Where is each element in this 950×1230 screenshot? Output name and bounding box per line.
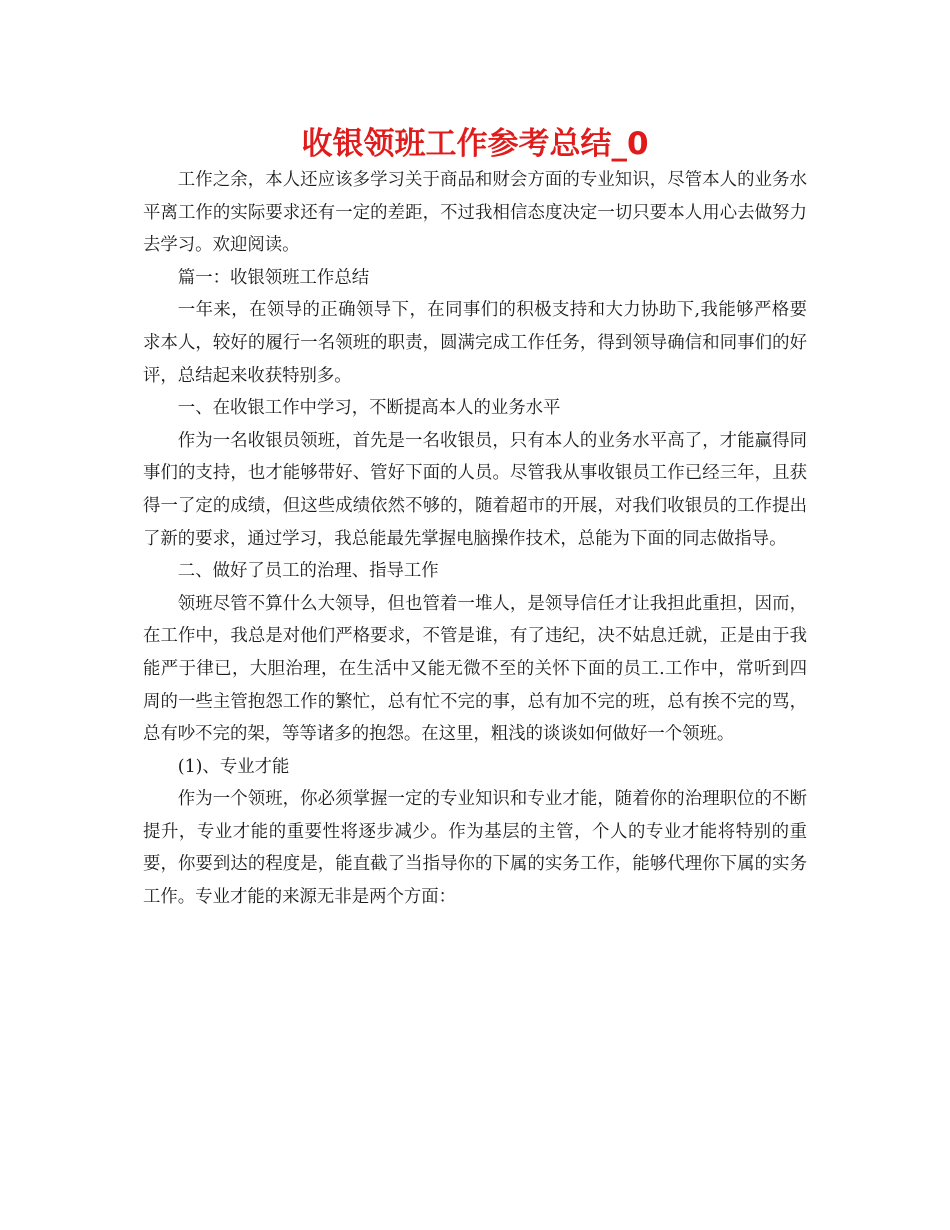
section-heading-part-one: 篇一：收银领班工作总结 <box>177 267 370 288</box>
section-heading-learning: 一、在收银工作中学习，不断提高本人的业务水平 <box>177 398 561 419</box>
document-body <box>143 164 807 914</box>
document-title: 收银领班工作参考总结_0 <box>301 126 649 162</box>
subheading-professional-ability: (1)、专业才能 <box>177 756 290 777</box>
paragraph-year-summary: 一年来，在领导的正确领导下，在同事们的积极支持和大力协助下,我能够严格要求本人，较好的履行一名领班的职责，圆满完成工作任务，得到领导确信和同事们的好评，总结起来收获特别多。 <box>143 300 807 386</box>
section-heading-management: 二、做好了员工的治理、指导工作 <box>177 561 439 582</box>
paragraph-management: 领班尽管不算什么大领导，但也管着一堆人，是领导信任才让我担此重担，因而，在工作中，我总是对他们严格要求，不管是谁，有了违纪，决不姑息迁就，正是由于我能严于律已，大胆治理，在生活中又能无微不至的关怀下面的员工.工作中，常听到四周的一些主管抱怨工作的繁忙，总有忙不完的事，总有加不完的班，总有挨不完的骂，总有吵不完的架，等等诸多的抱怨。在这里，粗浅的谈谈如何做好一个领班。 <box>143 593 807 745</box>
paragraph-intro: 工作之余，本人还应该多学习关于商品和财会方面的专业知识，尽管本人的业务水平离工作的实际要求还有一定的差距，不过我相信态度决定一切只要本人用心去做努力去学习。欢迎阅读。 <box>143 170 807 256</box>
paragraph-professional-ability: 作为一个领班，你必须掌握一定的专业知识和专业才能，随着你的治理职位的不断提升，专业才能的重要性将逐步减少。作为基层的主管，个人的专业才能将特别的重要，你要到达的程度是，能直截了当指导你的下属的实务工作，能够代理你下属的实务工作。专业才能的来源无非是两个方面： <box>143 789 807 908</box>
paragraph-learning: 作为一名收银员领班，首先是一名收银员，只有本人的业务水平高了，才能赢得同事们的支持，也才能够带好、管好下面的人员。尽管我从事收银员工作已经三年，且获得一了定的成绩，但这些成绩依然不够的，随着超市的开展，对我们收银员的工作提出了新的要求，通过学习，我总能最先掌握电脑操作技术，总能为下面的同志做指导。 <box>143 430 807 549</box>
